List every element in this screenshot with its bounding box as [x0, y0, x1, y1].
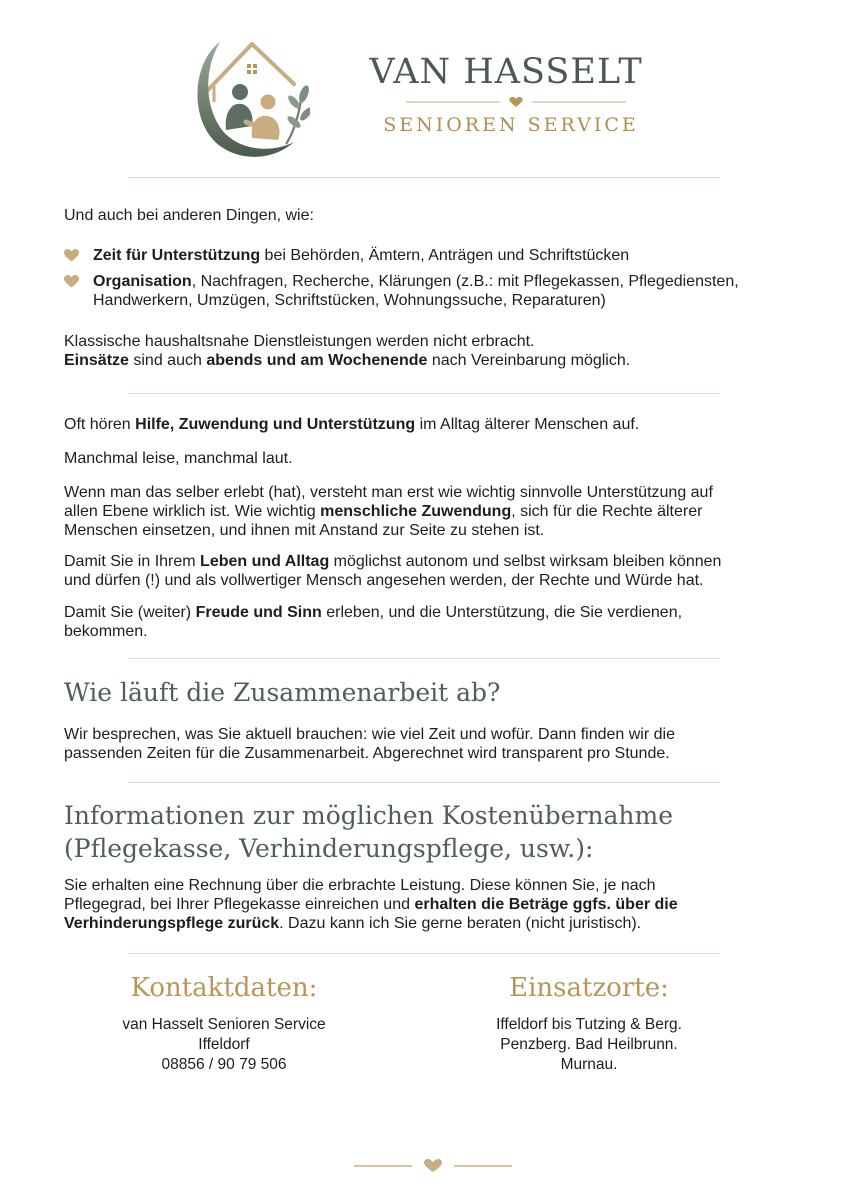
- divider-rule: [128, 177, 720, 178]
- location-line: Iffeldorf bis Tutzing & Berg.: [496, 1016, 682, 1033]
- process-heading: Wie läuft die Zusammenarbeit ab?: [64, 678, 501, 707]
- text: erleben, und die Unterstützung, die Sie verdienen,: [321, 604, 683, 621]
- text: und dürfen (!) und als vollwertiger Mensch angesehen werden, der Rechte und Würde hat.: [64, 572, 704, 589]
- brand-subtitle: SENIOREN SERVICE: [383, 114, 639, 136]
- heart-bullet-icon: [64, 249, 79, 262]
- bold-text: erhalten die Beträge ggfs. über die: [414, 896, 678, 913]
- text: , sich für die Rechte älterer: [511, 503, 703, 520]
- text: im Alltag älterer Menschen auf.: [415, 416, 640, 433]
- text: allen Ebene wirklich ist. Wie wichtig: [64, 503, 321, 520]
- why-paragraph-4: [64, 552, 784, 590]
- heart-divider-icon: [376, 96, 656, 108]
- contact-phone[interactable]: 08856 / 90 79 506: [161, 1056, 287, 1073]
- brand-name: VAN HASSELT: [369, 52, 643, 92]
- heart-bullet-icon: [64, 275, 79, 288]
- bold-text: Hilfe, Zuwendung und Unterstützung: [135, 416, 416, 433]
- divider-rule: [128, 393, 720, 394]
- text: möglichst autonom und selbst wirksam bleiben können: [329, 553, 722, 570]
- bold-text: Leben und Alltag: [200, 553, 330, 570]
- location-line: Murnau.: [560, 1056, 618, 1073]
- text: Damit Sie (weiter): [64, 604, 196, 621]
- location-line: Penzberg. Bad Heilbrunn.: [500, 1036, 678, 1053]
- locations-title: Einsatzorte:: [509, 973, 669, 1003]
- note-text: sind auch: [128, 352, 207, 369]
- bold-text: menschliche Zuwendung: [320, 503, 512, 520]
- intro-note-1: Klassische haushaltsnahe Dienstleistungen werden nicht erbracht.: [64, 333, 535, 350]
- text: Menschen einsetzen, und ihnen mit Anstand zur Seite zu stehen ist.: [64, 522, 545, 539]
- text: Sie erhalten eine Rechnung über die erbrachte Leistung. Diese können Sie, je nach: [64, 877, 656, 894]
- costs-heading-line-2: (Pflegekasse, Verhinderungspflege, usw.):: [64, 834, 594, 863]
- list-item: [64, 272, 784, 310]
- why-paragraph-3: [64, 483, 784, 540]
- text: bekommen.: [64, 623, 148, 640]
- footer-heart-ornament-icon: [354, 1158, 512, 1174]
- bold-text: Freude und Sinn: [195, 604, 322, 621]
- costs-text: [64, 876, 784, 933]
- divider-rule: [128, 658, 720, 659]
- intro-lead: Und auch bei anderen Dingen, wie:: [64, 207, 314, 224]
- text: Wenn man das selber erlebt (hat), versteht man erst wie wichtig sinnvolle Unterstützung auf: [64, 484, 713, 501]
- text: Wir besprechen, was Sie aktuell brauchen: wie viel Zeit und wofür. Dann finden wir die: [64, 726, 675, 743]
- text: Oft hören: [64, 416, 136, 433]
- note-bold: Einsätze: [64, 352, 129, 369]
- bullet-bold: Organisation: [93, 273, 192, 290]
- costs-heading-line-1: Informationen zur möglichen Kostenübernahme: [64, 801, 674, 830]
- bullet-text: , Nachfragen, Recherche, Klärungen (z.B.: mit Pflegekassen, Pflegediensten,: [191, 273, 739, 290]
- contact-line: Iffeldorf: [198, 1036, 250, 1053]
- bullet-text-cont: Handwerkern, Umzügen, Schriftstücken, Wohnungssuche, Reparaturen): [93, 292, 606, 309]
- contact-title: Kontaktdaten:: [130, 973, 318, 1003]
- text: Pflegegrad, bei Ihrer Pflegekasse einreichen und: [64, 896, 415, 913]
- bold-text: Verhinderungspflege zurück: [64, 915, 280, 932]
- list-item: [64, 246, 784, 265]
- text: . Dazu kann ich Sie gerne beraten (nicht juristisch).: [279, 915, 642, 932]
- text: Damit Sie in Ihrem: [64, 553, 201, 570]
- divider-rule: [128, 782, 720, 783]
- why-paragraph-1: [64, 415, 784, 434]
- contact-line: van Hasselt Senioren Service: [122, 1016, 326, 1033]
- bullet-bold: Zeit für Unterstützung: [93, 247, 261, 264]
- intro-note-2: [64, 351, 784, 370]
- why-paragraph-5: [64, 603, 784, 641]
- note-bold: abends und am Wochenende: [206, 352, 428, 369]
- bullet-text: bei Behörden, Ämtern, Anträgen und Schriftstücken: [260, 247, 630, 264]
- text: passenden Zeiten für die Zusammenarbeit. Abgerechnet wird transparent pro Stunde.: [64, 745, 670, 762]
- why-paragraph-2: Manchmal leise, manchmal laut.: [64, 450, 293, 467]
- note-text: nach Vereinbarung möglich.: [427, 352, 631, 369]
- house-family-logo-icon: [190, 22, 310, 164]
- process-text: [64, 725, 784, 763]
- divider-rule: [128, 953, 720, 954]
